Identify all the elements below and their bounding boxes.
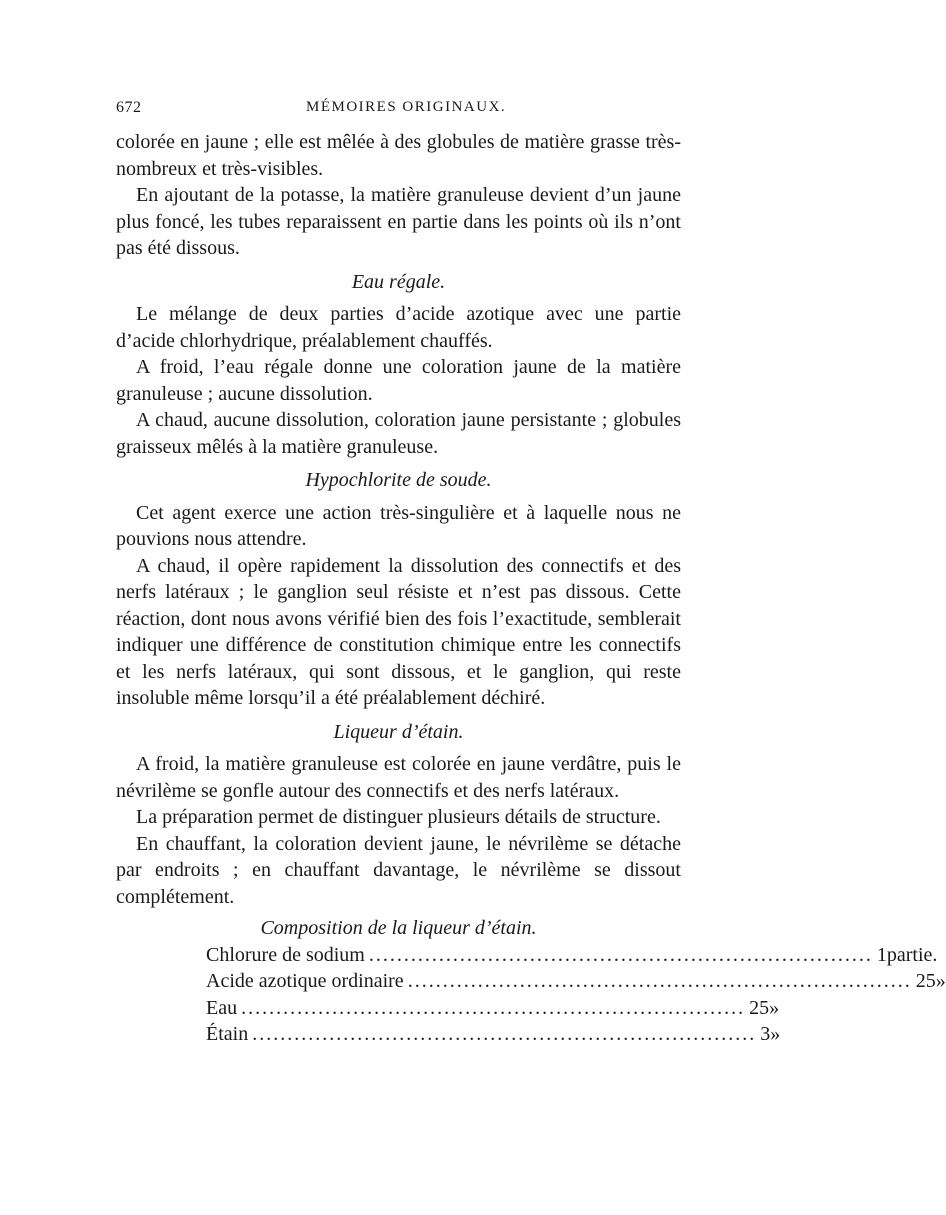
paragraph: colorée en jaune ; elle est mêlée à des globules de matière grasse très-nombreux et très-visibles. (116, 131, 681, 180)
paragraph: Le mélange de deux parties d’acide azotique avec une partie d’acide chlorhydrique, préalablement chauffés. (116, 303, 681, 352)
ingredient-name: Chlorure de sodium (206, 943, 365, 966)
ingredient-unit: partie. (886, 943, 938, 966)
section-title-hypochlorite: Hypochlorite de soude. (305, 469, 492, 491)
ingredient-name: Acide azotique ordinaire (206, 970, 404, 992)
section-title-eau-regale: Eau régale. (351, 270, 446, 293)
composition-row (206, 968, 946, 995)
ingredient-unit: » (935, 970, 946, 992)
ingredient-quantity: 1 (876, 943, 887, 966)
paragraph: A froid, la matière granuleuse est colorée en jaune verdâtre, puis le névrilème se gonfle autour des connectifs et des nerfs latéraux. (116, 753, 681, 802)
leader-dots: ........................................................................ (241, 996, 746, 1019)
paragraph: A chaud, il opère rapidement la dissolution des connectifs et des nerfs latéraux ; le ganglion seul résiste et n’est pas dissous. Cette réaction, dont nous avons vérifié bien des fois l’exactitude, semblerait indiquer une différence de constitution chimique entre les connectifs et les nerfs latéraux, qui sont dissous, et le ganglion, qui reste insoluble même lorsqu’il a été préalablement déchiré. (116, 554, 681, 709)
running-title: MÉMOIRES ORIGINAUX. (306, 99, 507, 115)
ingredient-name: Eau (206, 996, 238, 1019)
paragraph: En ajoutant de la potasse, la matière granuleuse devient d’un jaune plus foncé, les tubes reparaissent en partie dans les points où ils n’ont pas été dissous. (116, 184, 681, 259)
paragraph: Cet agent exerce une action très-singulière et à laquelle nous ne pouvions nous attendre. (116, 501, 681, 550)
composition-row (206, 995, 780, 1022)
composition-row (206, 942, 938, 969)
composition-table (116, 942, 946, 1048)
leader-dots: ........................................................................ (368, 943, 873, 966)
page-header (116, 99, 681, 123)
section-title-liqueur-etain: Liqueur d’étain. (333, 720, 464, 743)
ingredient-unit: » (770, 1023, 781, 1045)
body-text (116, 129, 946, 1048)
ingredient-quantity: 25 (749, 996, 770, 1019)
paragraph: La préparation permet de distinguer plusieurs détails de structure. (136, 806, 661, 828)
composition-row (206, 1021, 781, 1048)
page-number: 672 (116, 99, 142, 116)
ingredient-quantity: 25 (915, 970, 936, 992)
paragraph: A chaud, aucune dissolution, coloration jaune persistante ; globules graisseux mêlés à la matière granuleuse. (116, 409, 681, 458)
composition-title: Composition de la liqueur d’étain. (260, 917, 537, 939)
leader-dots: ........................................................................ (252, 1023, 757, 1045)
ingredient-unit: » (769, 996, 780, 1019)
ingredient-quantity: 3 (760, 1023, 771, 1045)
ingredient-name: Étain (206, 1023, 249, 1045)
paragraph: A froid, l’eau régale donne une coloration jaune de la matière granuleuse ; aucune dissolution. (116, 356, 681, 405)
leader-dots: ........................................................................ (407, 970, 912, 992)
paragraph: En chauffant, la coloration devient jaune, le névrilème se détache par endroits ; en chauffant davantage, le névrilème se dissout complétement. (116, 832, 681, 908)
